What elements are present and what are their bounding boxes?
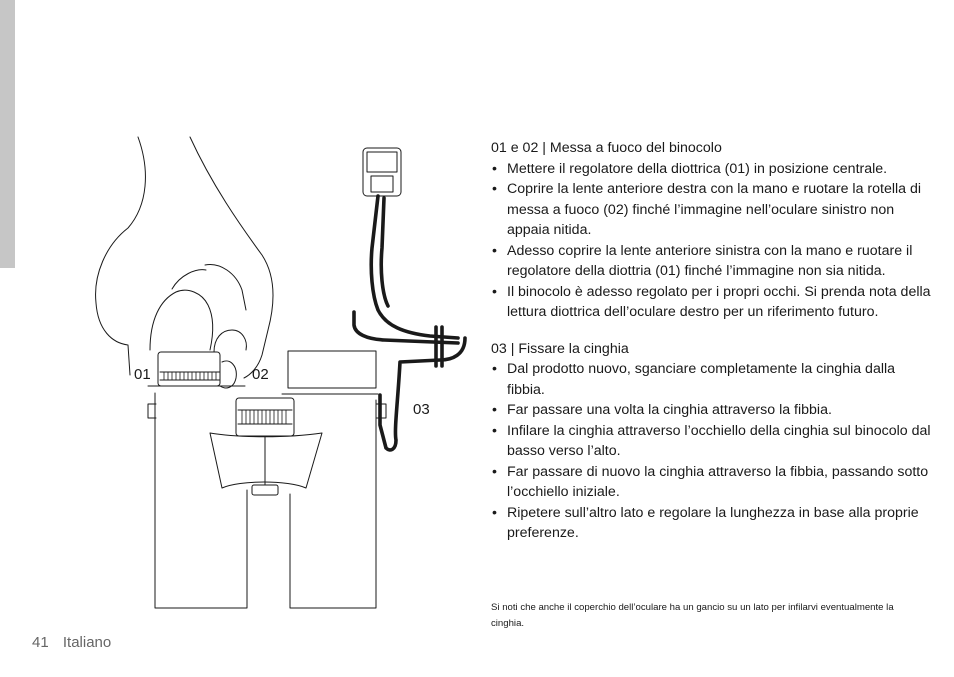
right-barrel [282,394,378,608]
list-item: • Il binocolo è adesso regolato per i propri occhi. Si prenda nota della lettura diottrica dell’oculare destro per un riferimento futuro. [491,282,931,323]
list-item: • Ripetere sull’altro lato e regolare la lunghezza in base alla proprie preferenze. [491,503,931,544]
list-item: • Far passare di nuovo la cinghia attraverso la fibbia, passando sotto l’occhiello iniziale. [491,462,931,503]
list-item: • Dal prodotto nuovo, sganciare completamente la cinghia dalla fibbia. [491,359,931,400]
language-label: Italiano [62,634,112,651]
callout-02: 02 [252,366,269,383]
section-strap-title: 03 | Fissare la cinghia [491,340,629,357]
list-item: • Mettere il regolatore della diottrica (01) in posizione centrale. [491,159,931,180]
list-item: • Infilare la cinghia attraverso l’occhiello della cinghia sul binocolo dal basso verso l’alto. [491,421,931,462]
footnote: Si noti che anche il coperchio dell’oculare ha un gancio su un lato per infilarvi eventualmente la cinghia. [491,602,894,629]
callout-01: 01 [134,366,151,383]
diopter-ring [158,352,220,386]
list-item: • Coprire la lente anteriore destra con la mano e ruotare la rotella di messa a fuoco (02) finché l’immagine nell’oculare sinistro non appaia nitida. [491,179,931,241]
hand-drawing [96,137,146,375]
section-focus-list [491,159,931,323]
section-strap-list [491,359,931,544]
section-focus-title: 01 e 02 | Messa a fuoco del binocolo [491,140,722,156]
list-item: • Far passare una volta la cinghia attraverso la fibbia. [491,400,931,421]
right-eyepiece [288,351,376,388]
list-item: • Adesso coprire la lente anteriore sinistra con la mano e ruotare il regolatore della diottria (01) finché l’immagine non sia nitida. [491,241,931,282]
page-footer [32,634,111,651]
bridge [210,433,322,488]
callout-03: 03 [413,401,430,418]
page-number: 41 [32,634,49,651]
focus-wheel [236,398,294,436]
instructions-column [491,138,931,544]
left-barrel [148,386,247,608]
